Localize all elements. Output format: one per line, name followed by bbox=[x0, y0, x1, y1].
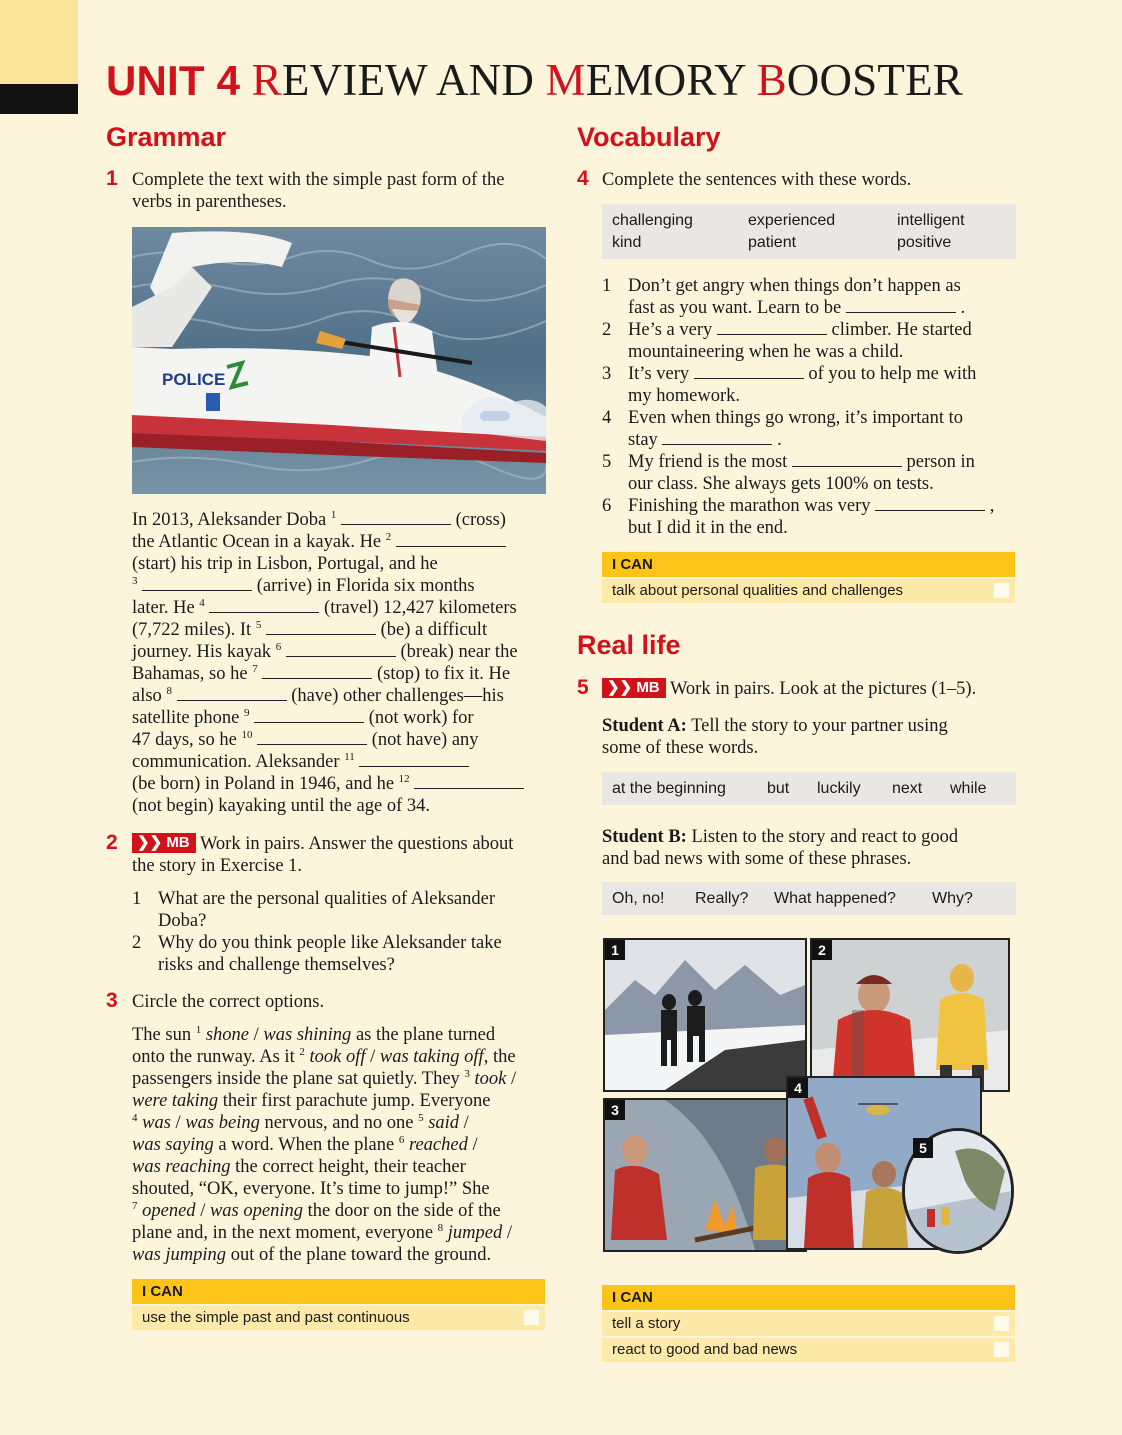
ican-header: I CAN bbox=[132, 1279, 545, 1304]
blank-number: 4 bbox=[199, 596, 205, 609]
exercise-instruction: Circle the correct options. bbox=[132, 992, 325, 1012]
list-item bbox=[602, 451, 1022, 495]
answer-blank[interactable] bbox=[257, 730, 367, 745]
blank-number: 11 bbox=[344, 750, 355, 763]
vocabulary-heading: Vocabulary bbox=[577, 122, 721, 152]
blank-number: 10 bbox=[241, 728, 253, 741]
text-line bbox=[132, 729, 552, 751]
answer-blank[interactable] bbox=[262, 664, 372, 679]
item-line bbox=[628, 451, 1022, 473]
item-number: 6 bbox=[602, 496, 612, 516]
panel-number: 4 bbox=[788, 1078, 808, 1098]
text: (have) other challenges—his bbox=[291, 686, 504, 706]
ican-checkbox[interactable] bbox=[994, 1342, 1009, 1357]
item-text: My friend is the most bbox=[628, 452, 792, 472]
answer-blank[interactable] bbox=[266, 620, 376, 635]
ican-checkbox[interactable] bbox=[994, 1316, 1009, 1331]
exercise-number: 3 bbox=[106, 989, 118, 1012]
item-line bbox=[628, 429, 1022, 451]
ican-header: I CAN bbox=[602, 1285, 1015, 1310]
answer-blank[interactable] bbox=[875, 496, 985, 511]
answer-blank[interactable] bbox=[662, 430, 772, 445]
instruction-line: verbs in parentheses. bbox=[132, 192, 287, 212]
text-line: passengers inside the plane sat quietly. They $^3$ took / bbox=[132, 1067, 517, 1089]
text-line bbox=[132, 685, 552, 707]
text: (7,722 miles). It bbox=[132, 620, 256, 640]
text-line bbox=[132, 553, 552, 575]
text-line: shouted, “OK, everyone. It’s time to jump!” She bbox=[132, 1179, 490, 1199]
text: (arrive) in Florida six months bbox=[256, 576, 475, 596]
text: (not begin) kayaking until the age of 34. bbox=[132, 796, 430, 816]
item-text: my homework. bbox=[628, 386, 741, 406]
text: 47 days, so he bbox=[132, 730, 242, 750]
text: journey. His kayak bbox=[132, 642, 276, 662]
word: intelligent bbox=[897, 212, 965, 229]
unit-label: UNIT 4 bbox=[106, 57, 241, 104]
exercise1-text bbox=[132, 509, 552, 817]
answer-blank[interactable] bbox=[694, 364, 804, 379]
exercise-number: 2 bbox=[106, 831, 118, 854]
answer-blank[interactable] bbox=[717, 320, 827, 335]
text-line bbox=[132, 509, 552, 531]
answer-blank[interactable] bbox=[142, 576, 252, 591]
item-text: stay bbox=[628, 430, 663, 450]
item-text: . bbox=[772, 430, 782, 450]
answer-blank[interactable] bbox=[254, 708, 364, 723]
ican-text: tell a story bbox=[612, 1315, 681, 1332]
text-line: onto the runway. As it $^2$ took off / was taking off, the bbox=[132, 1045, 516, 1067]
text-line bbox=[132, 575, 552, 597]
item-text: . bbox=[955, 298, 966, 318]
answer-blank[interactable] bbox=[792, 452, 902, 467]
text-line bbox=[132, 619, 552, 641]
word: positive bbox=[897, 234, 952, 251]
word: at the beginning bbox=[612, 780, 726, 797]
item-text: What are the personal qualities of Aleksander bbox=[158, 889, 495, 909]
word: What happened? bbox=[774, 890, 896, 907]
item-text: , bbox=[985, 496, 995, 516]
exercise3-text bbox=[132, 1024, 552, 1266]
panel-number: 1 bbox=[605, 940, 625, 960]
ican-header: I CAN bbox=[602, 552, 1015, 577]
text-line: $^4$ was / was being nervous, and no one $^5$ said / bbox=[132, 1111, 469, 1133]
list-item bbox=[602, 275, 1022, 319]
title-part: R bbox=[251, 55, 282, 105]
word: while bbox=[950, 780, 987, 797]
text-line bbox=[132, 597, 552, 619]
ican-checkbox[interactable] bbox=[524, 1310, 539, 1325]
text: also bbox=[132, 686, 167, 706]
item-number: 3 bbox=[602, 364, 612, 384]
instruction-line: the story in Exercise 1. bbox=[132, 856, 303, 876]
list-item bbox=[132, 932, 552, 976]
list-item bbox=[602, 363, 1022, 407]
exercise-instruction bbox=[132, 169, 505, 213]
instruction-line bbox=[132, 833, 552, 855]
ican-row bbox=[602, 1338, 1015, 1362]
exercise-number: 4 bbox=[577, 167, 589, 190]
blank-number: 8 bbox=[166, 684, 172, 697]
ican-row bbox=[132, 1306, 545, 1330]
item-text: but I did it in the end. bbox=[628, 518, 788, 538]
panel-number: 2 bbox=[812, 940, 832, 960]
blank-number: 3 bbox=[132, 574, 138, 587]
blank-number: 6 bbox=[275, 640, 282, 653]
answer-blank[interactable] bbox=[286, 642, 396, 657]
text-line bbox=[132, 663, 552, 685]
text: Bahamas, so he bbox=[132, 664, 253, 684]
mb-badge: ❯❯ MB bbox=[132, 833, 196, 853]
title-part: M bbox=[545, 55, 586, 105]
text: satellite phone bbox=[132, 708, 244, 728]
item-text: our class. She always gets 100% on tests. bbox=[628, 474, 934, 494]
text: Tell the story to your partner using bbox=[686, 716, 948, 736]
word: Oh, no! bbox=[612, 890, 665, 907]
ican-checkbox[interactable] bbox=[994, 583, 1009, 598]
text-line: was saying a word. When the plane $^6$ reached / bbox=[132, 1133, 478, 1155]
item-text: risks and challenge themselves? bbox=[158, 955, 395, 975]
word: luckily bbox=[817, 780, 861, 797]
kayak-illustration bbox=[132, 227, 546, 494]
answer-blank[interactable] bbox=[414, 774, 524, 789]
instruction-line: and bad news with some of these phrases. bbox=[602, 849, 912, 869]
text: communication. Aleksander bbox=[132, 752, 345, 772]
word: challenging bbox=[612, 212, 693, 229]
item-line bbox=[628, 363, 1022, 385]
blank-number: 12 bbox=[398, 772, 410, 785]
student-label: Student B: bbox=[602, 827, 687, 847]
text: later. He bbox=[132, 598, 200, 618]
real-life-heading: Real life bbox=[577, 630, 681, 660]
instruction-line: Complete the text with the simple past form of the bbox=[132, 170, 505, 190]
mb-label: MB bbox=[636, 679, 660, 696]
text-line bbox=[132, 751, 552, 773]
title-part: OOSTER bbox=[786, 55, 963, 105]
item-text: person in bbox=[901, 452, 975, 472]
text-line: $^7$ opened / was opening the door on the side of the bbox=[132, 1199, 501, 1221]
mb-badge: ❯❯ MB bbox=[602, 678, 666, 698]
ican-row bbox=[602, 1312, 1015, 1336]
answer-blank[interactable] bbox=[846, 298, 956, 313]
title-part: EMORY bbox=[585, 55, 757, 105]
text: (not work) for bbox=[368, 708, 474, 728]
text-line bbox=[132, 773, 552, 795]
list-item bbox=[602, 407, 1022, 451]
exercise-instruction bbox=[132, 833, 552, 877]
police-text: POLICE bbox=[162, 370, 226, 389]
item-text: of you to help me with bbox=[803, 364, 977, 384]
list-item bbox=[602, 319, 1022, 363]
item-line bbox=[628, 319, 1022, 341]
comic-panel-3 bbox=[603, 1098, 807, 1252]
mb-label: MB bbox=[166, 834, 190, 851]
exercise-instruction bbox=[602, 678, 1022, 700]
question-list bbox=[132, 888, 552, 976]
item-number: 5 bbox=[602, 452, 612, 472]
comic-panel-2 bbox=[810, 938, 1010, 1092]
exercise-number: 5 bbox=[577, 676, 589, 699]
text: Work in pairs. Look at the pictures (1–5). bbox=[669, 679, 977, 699]
blank-number: 9 bbox=[244, 706, 250, 719]
panel-number: 5 bbox=[913, 1138, 933, 1158]
sentence-list bbox=[602, 275, 1022, 539]
corner-tab bbox=[0, 0, 78, 84]
instruction-line bbox=[602, 715, 1022, 737]
corner-bar bbox=[0, 84, 78, 114]
word: next bbox=[892, 780, 923, 797]
text: (break) near the bbox=[400, 642, 518, 662]
blank-number: 1 bbox=[330, 508, 337, 521]
climbers-illustration bbox=[812, 940, 1008, 1090]
blank-number: 5 bbox=[255, 618, 262, 631]
answer-blank[interactable] bbox=[341, 510, 451, 525]
text-line bbox=[132, 707, 552, 729]
text: the Atlantic Ocean in a kayak. He bbox=[132, 532, 386, 552]
text-line bbox=[132, 795, 552, 817]
text: (travel) 12,427 kilometers bbox=[324, 598, 517, 618]
text: (be born) in Poland in 1946, and he bbox=[132, 774, 399, 794]
item-text: Don’t get angry when things don’t happen as bbox=[628, 276, 961, 296]
item-text: Doba? bbox=[158, 911, 207, 931]
instruction-line bbox=[602, 826, 1022, 848]
blank-number: 7 bbox=[252, 662, 258, 675]
list-item bbox=[132, 888, 552, 932]
student-b-instruction bbox=[602, 826, 1022, 870]
text-line: The sun $^1$ shone / was shining as the plane turned bbox=[132, 1023, 496, 1045]
text-line: were taking their first parachute jump. Everyone bbox=[132, 1091, 491, 1111]
answer-blank[interactable] bbox=[359, 752, 469, 767]
word-box bbox=[602, 882, 1016, 915]
word: Really? bbox=[695, 890, 749, 907]
campfire-illustration bbox=[605, 1100, 805, 1250]
item-number: 1 bbox=[132, 889, 142, 909]
instruction-line: some of these words. bbox=[602, 738, 759, 758]
blank-number: 2 bbox=[385, 530, 392, 543]
page-title bbox=[106, 55, 963, 105]
text: (stop) to fix it. He bbox=[376, 664, 511, 684]
exercise-number: 1 bbox=[106, 167, 118, 190]
answer-blank[interactable] bbox=[177, 686, 287, 701]
text: (start) his trip in Lisbon, Portugal, and he bbox=[132, 554, 438, 574]
text-line bbox=[132, 641, 552, 663]
text: (be) a difficult bbox=[380, 620, 488, 640]
grammar-heading: Grammar bbox=[106, 122, 227, 152]
mountain-illustration bbox=[605, 940, 805, 1090]
list-item bbox=[602, 495, 1022, 539]
item-text: mountaineering when he was a child. bbox=[628, 342, 904, 362]
title-part: EVIEW AND bbox=[281, 55, 546, 105]
word-box bbox=[602, 772, 1016, 805]
word: patient bbox=[748, 234, 797, 251]
text: (not have) any bbox=[371, 730, 479, 750]
text: (cross) bbox=[455, 510, 506, 530]
text-line: was jumping out of the plane toward the ground. bbox=[132, 1245, 492, 1265]
item-line bbox=[628, 495, 1022, 517]
item-text: climber. He started bbox=[826, 320, 972, 340]
text-line: plane and, in the next moment, everyone $^8$ jumped / bbox=[132, 1221, 513, 1243]
item-number: 2 bbox=[602, 320, 612, 340]
student-label: Student A: bbox=[602, 716, 687, 736]
item-number: 4 bbox=[602, 408, 612, 428]
item-text: He’s a very bbox=[628, 320, 717, 340]
item-text: Even when things go wrong, it’s important to bbox=[628, 408, 964, 428]
word-box bbox=[602, 204, 1016, 259]
word: but bbox=[767, 780, 790, 797]
item-text: Finishing the marathon was very bbox=[628, 496, 876, 516]
text: In 2013, Aleksander Doba bbox=[132, 510, 331, 530]
ican-text: talk about personal qualities and challenges bbox=[612, 582, 904, 599]
panel-number: 3 bbox=[605, 1100, 625, 1120]
word: Why? bbox=[932, 890, 973, 907]
answer-blank[interactable] bbox=[209, 598, 319, 613]
item-text: Why do you think people like Aleksander take bbox=[158, 933, 502, 953]
item-text: fast as you want. Learn to be bbox=[628, 298, 846, 318]
item-text: It’s very bbox=[628, 364, 694, 384]
word: kind bbox=[612, 234, 642, 251]
comic-panel-1 bbox=[603, 938, 807, 1092]
text: Listen to the story and react to good bbox=[686, 827, 959, 847]
ican-text: react to good and bad news bbox=[612, 1341, 798, 1358]
item-line bbox=[628, 297, 1022, 319]
answer-blank[interactable] bbox=[396, 532, 506, 547]
kayak-photo bbox=[132, 227, 546, 494]
word: experienced bbox=[748, 212, 836, 229]
text-line bbox=[132, 531, 552, 553]
title-part: B bbox=[756, 55, 787, 105]
ican-row bbox=[602, 579, 1015, 603]
exercise-instruction: Complete the sentences with these words. bbox=[602, 170, 912, 190]
student-a-instruction bbox=[602, 715, 1022, 759]
text-line: was reaching the correct height, their teacher bbox=[132, 1157, 466, 1177]
ican-text: use the simple past and past continuous bbox=[142, 1309, 410, 1326]
item-number: 1 bbox=[602, 276, 612, 296]
item-number: 2 bbox=[132, 933, 142, 953]
text: Work in pairs. Answer the questions about bbox=[199, 834, 514, 854]
